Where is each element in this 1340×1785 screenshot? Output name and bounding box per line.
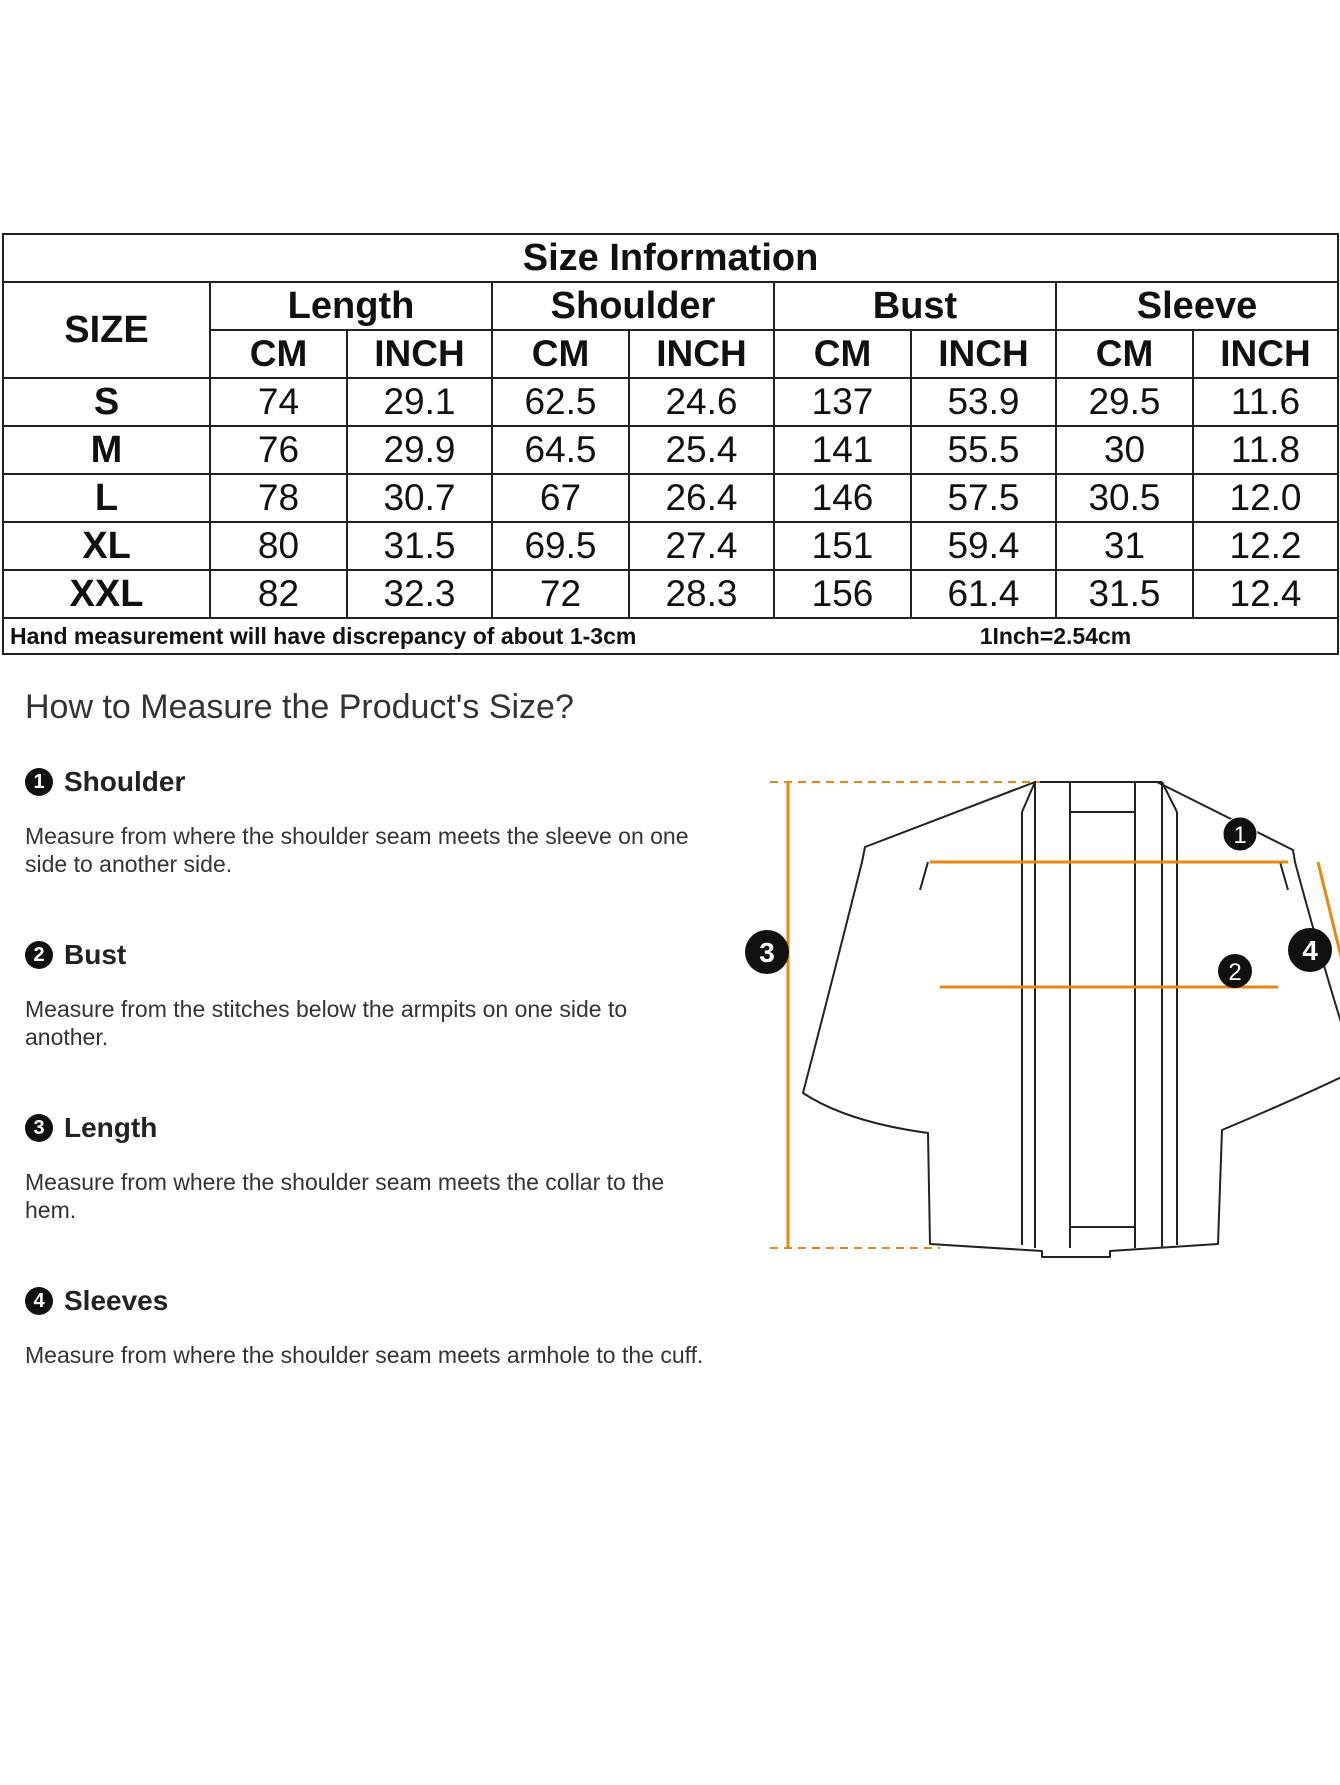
unit-header: CM: [210, 330, 347, 378]
cardigan-diagram: [740, 770, 1340, 1270]
table-cell: 30.5: [1056, 474, 1193, 522]
table-cell: 141: [774, 426, 911, 474]
unit-header: INCH: [911, 330, 1056, 378]
number-badge-icon: 4: [25, 1287, 53, 1315]
table-row: [3, 426, 1338, 474]
table-cell: 146: [774, 474, 911, 522]
table-cell: 156: [774, 570, 911, 618]
table-cell: 53.9: [911, 378, 1056, 426]
size-label: XXL: [3, 570, 210, 618]
table-cell: 25.4: [629, 426, 774, 474]
table-cell: 59.4: [911, 522, 1056, 570]
size-label: L: [3, 474, 210, 522]
unit-header: CM: [492, 330, 629, 378]
measure-section-title: How to Measure the Product's Size?: [25, 688, 574, 726]
marker-3: 3: [759, 937, 775, 968]
number-badge-icon: 1: [25, 768, 53, 796]
table-cell: 76: [210, 426, 347, 474]
table-cell: 62.5: [492, 378, 629, 426]
size-label: M: [3, 426, 210, 474]
table-cell: 29.5: [1056, 378, 1193, 426]
table-row: [3, 474, 1338, 522]
measure-item-heading: [25, 937, 715, 973]
table-cell: 57.5: [911, 474, 1056, 522]
table-cell: 61.4: [911, 570, 1056, 618]
table-note-row: [3, 618, 1338, 654]
table-cell: 29.9: [347, 426, 492, 474]
measure-item-description: Measure from where the shoulder seam meets armhole to the cuff.: [25, 1342, 704, 1368]
table-cell: 31.5: [1056, 570, 1193, 618]
size-column-header: SIZE: [3, 282, 210, 378]
size-label: S: [3, 378, 210, 426]
group-header-sleeve: Sleeve: [1056, 282, 1338, 330]
table-cell: 28.3: [629, 570, 774, 618]
measure-item-title: Bust: [64, 939, 127, 970]
table-cell: 67: [492, 474, 629, 522]
cardigan-outline-icon: [803, 782, 1340, 1257]
group-header-shoulder: Shoulder: [492, 282, 774, 330]
table-cell: 80: [210, 522, 347, 570]
measure-item-description: Measure from where the shoulder seam meets the sleeve on one side to another side.: [25, 823, 689, 877]
group-header-length: Length: [210, 282, 492, 330]
diagram-markers: [745, 817, 1332, 988]
table-cell: 72: [492, 570, 629, 618]
measure-item-heading: [25, 1283, 715, 1319]
number-badge-icon: 2: [25, 941, 53, 969]
marker-4: 4: [1302, 935, 1318, 966]
table-title: Size Information: [3, 234, 1338, 282]
discrepancy-note: Hand measurement will have discrepancy of about 1-3cm: [3, 618, 774, 654]
measure-item: [25, 1110, 715, 1224]
measure-item: [25, 1283, 715, 1369]
table-cell: 64.5: [492, 426, 629, 474]
table-cell: 12.0: [1193, 474, 1338, 522]
group-header-bust: Bust: [774, 282, 1056, 330]
table-cell: 82: [210, 570, 347, 618]
unit-header: CM: [1056, 330, 1193, 378]
size-table: [2, 233, 1339, 655]
table-cell: 31: [1056, 522, 1193, 570]
measure-item: [25, 937, 715, 1051]
table-cell: 24.6: [629, 378, 774, 426]
conversion-note: 1Inch=2.54cm: [774, 618, 1338, 654]
measure-item-description: Measure from where the shoulder seam meets the collar to the hem.: [25, 1169, 665, 1223]
marker-1: 1: [1233, 822, 1247, 849]
guide-lines: [770, 782, 1040, 1248]
table-cell: 30: [1056, 426, 1193, 474]
measure-item: [25, 764, 715, 878]
table-cell: 12.2: [1193, 522, 1338, 570]
unit-header: INCH: [347, 330, 492, 378]
measure-item-heading: [25, 1110, 715, 1146]
measure-item-title: Length: [64, 1112, 158, 1143]
table-cell: 27.4: [629, 522, 774, 570]
table-cell: 74: [210, 378, 347, 426]
table-cell: 78: [210, 474, 347, 522]
unit-header: CM: [774, 330, 911, 378]
table-cell: 55.5: [911, 426, 1056, 474]
marker-2: 2: [1228, 959, 1242, 986]
table-cell: 31.5: [347, 522, 492, 570]
measure-item-title: Sleeves: [64, 1285, 169, 1316]
measure-item-title: Shoulder: [64, 766, 186, 797]
table-cell: 137: [774, 378, 911, 426]
table-cell: 12.4: [1193, 570, 1338, 618]
table-cell: 30.7: [347, 474, 492, 522]
measure-item-heading: [25, 764, 715, 800]
table-cell: 69.5: [492, 522, 629, 570]
number-badge-icon: 3: [25, 1114, 53, 1142]
table-row: [3, 522, 1338, 570]
table-row: [3, 570, 1338, 618]
unit-header: INCH: [1193, 330, 1338, 378]
table-cell: 26.4: [629, 474, 774, 522]
table-cell: 151: [774, 522, 911, 570]
measurement-lines: [788, 782, 1340, 1248]
table-cell: 32.3: [347, 570, 492, 618]
table-cell: 29.1: [347, 378, 492, 426]
unit-header: INCH: [629, 330, 774, 378]
table-row: [3, 378, 1338, 426]
measure-item-description: Measure from the stitches below the armpits on one side to another.: [25, 996, 628, 1050]
table-cell: 11.6: [1193, 378, 1338, 426]
table-cell: 11.8: [1193, 426, 1338, 474]
size-label: XL: [3, 522, 210, 570]
